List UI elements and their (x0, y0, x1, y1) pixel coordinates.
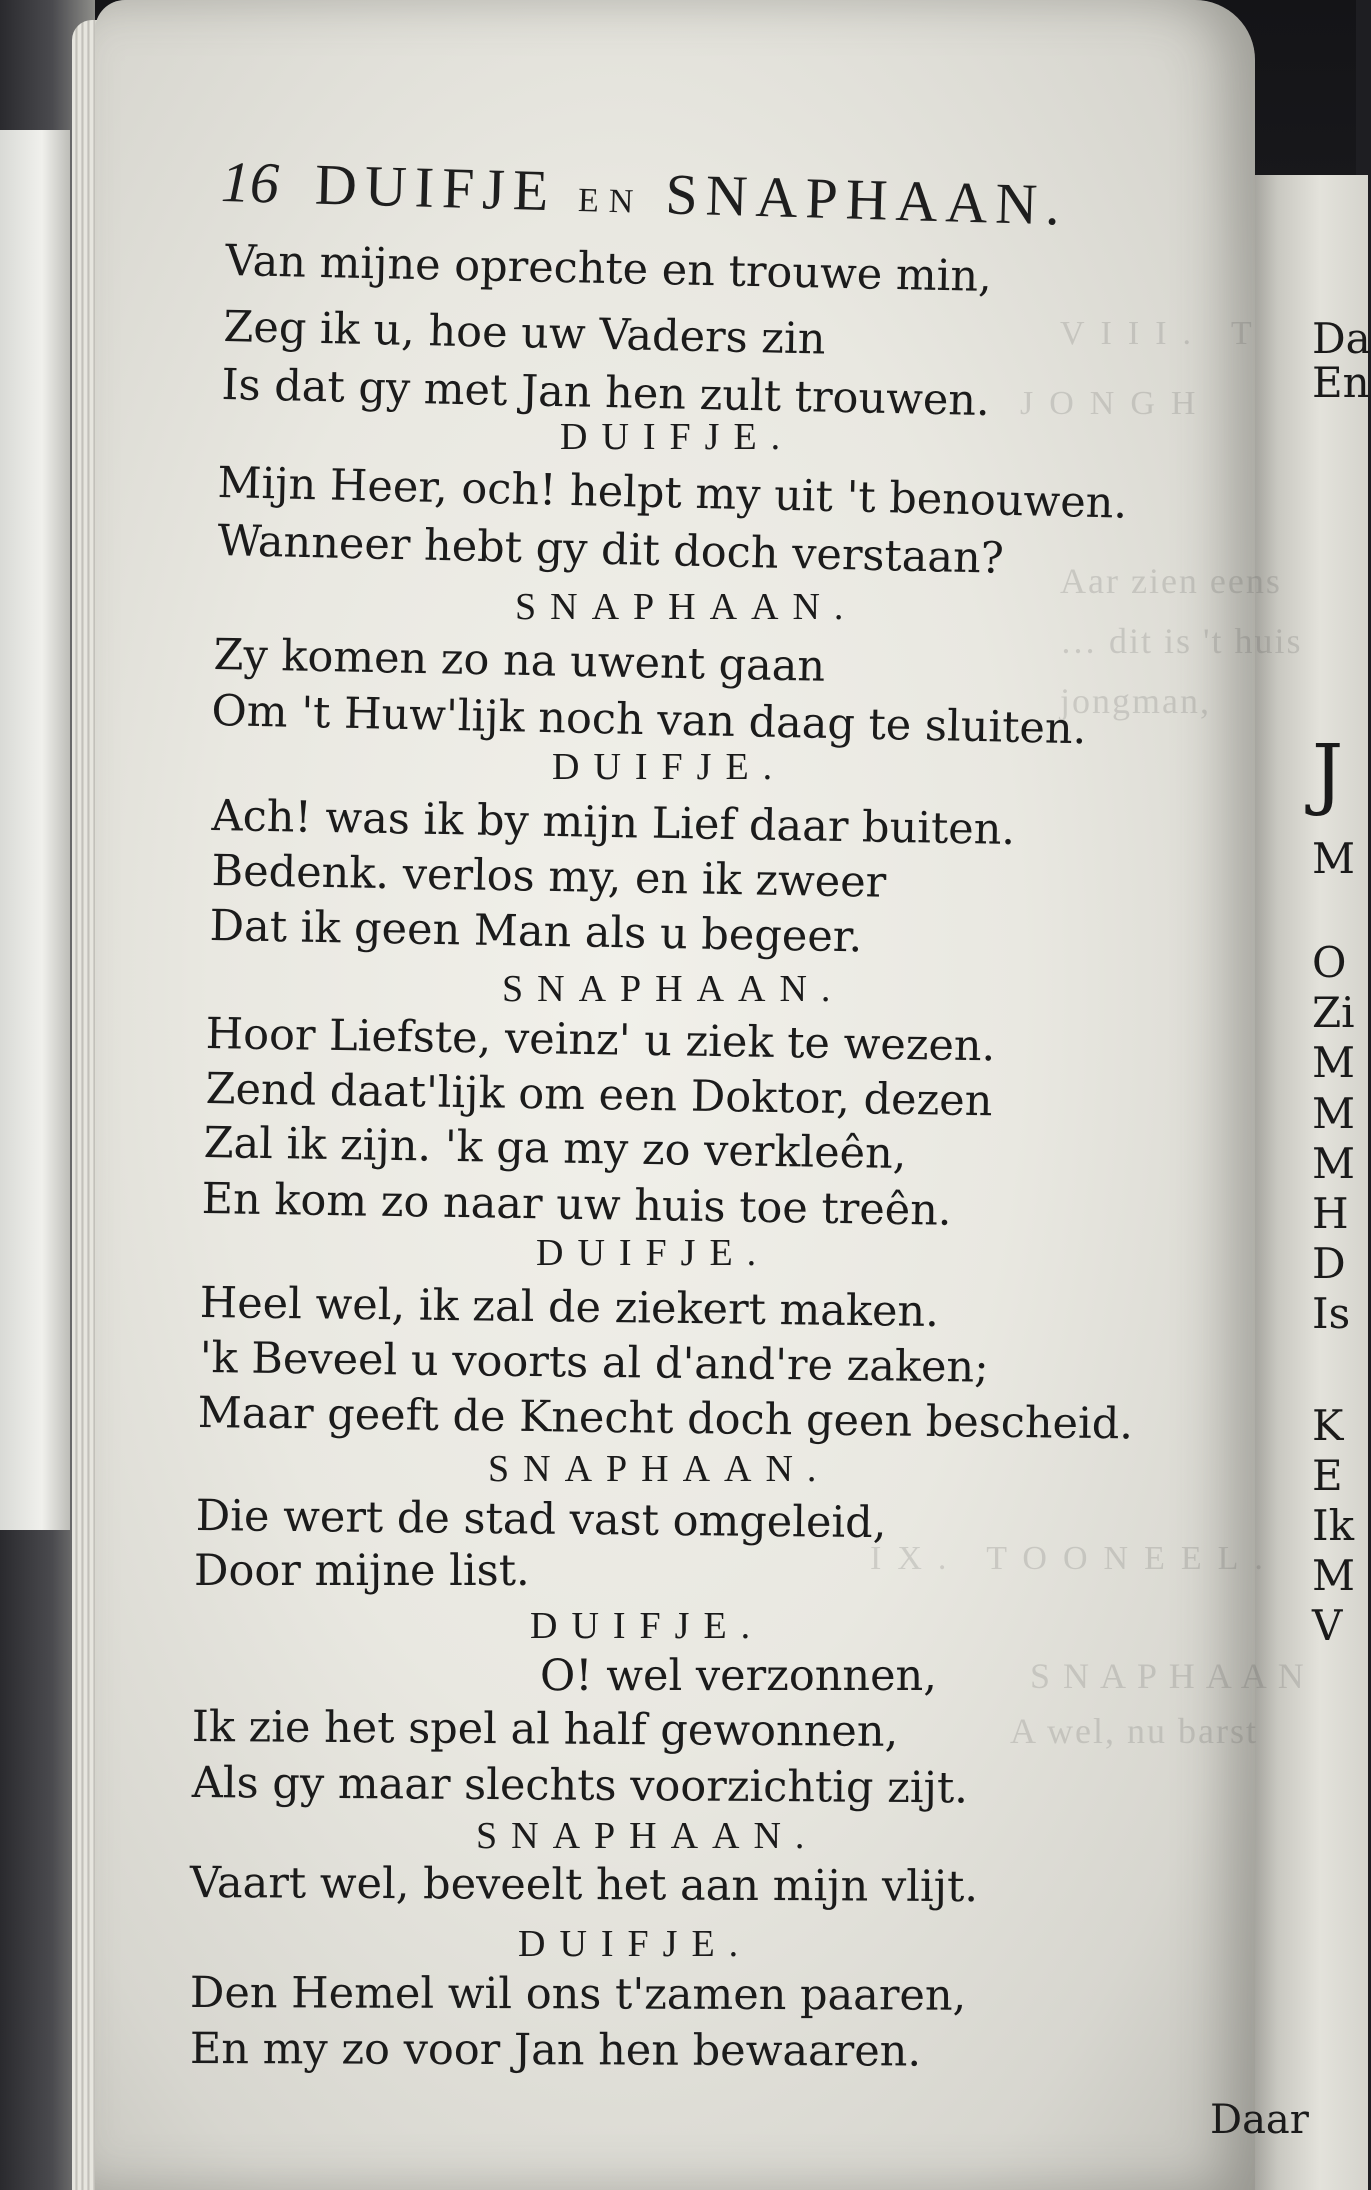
verse-line: Die wert de stad vast omgeleid, (195, 1491, 887, 1549)
show-through: Aar zien eens (1060, 561, 1282, 601)
loose-sheet (0, 130, 70, 1530)
verse-line: Heel wel, ik zal de ziekert maken. (199, 1278, 940, 1338)
running-head-title-mid: EN (577, 181, 644, 221)
speaker-name: DUIFJE. (518, 1923, 753, 1965)
facing-fragment: Da (1312, 314, 1371, 363)
verse-line: Maar geeft de Knecht doch geen bescheid. (197, 1388, 1134, 1450)
facing-fragment: J (1312, 729, 1344, 819)
verse-line: Den Hemel wil ons t'zamen paaren, (189, 1968, 967, 2021)
verse-line: En my zo voor Jan hen bewaaren. (189, 2024, 922, 2077)
facing-fragment: En (1312, 358, 1370, 407)
show-through: VIII. T (1060, 315, 1268, 352)
facing-fragment: M (1312, 1139, 1356, 1188)
running-head-title-right: SNAPHAAN. (664, 161, 1069, 238)
show-through: JONGH (1020, 385, 1212, 422)
verse-line: Zy komen zo na uwent gaan (213, 630, 826, 692)
show-through: … dit is 't huis (1060, 621, 1303, 661)
speaker-name: DUIFJE. (560, 416, 795, 458)
facing-fragment: M (1312, 1089, 1356, 1138)
verse-line: Bedenk. verlos my, en ik zweer (211, 846, 887, 908)
facing-fragment: M (1312, 1038, 1356, 1087)
speaker-name: DUIFJE. (552, 746, 787, 788)
facing-fragment: M (1312, 1551, 1356, 1600)
verse-line: O! wel verzonnen, (540, 1651, 937, 1701)
speaker-name: DUIFJE. (530, 1605, 765, 1647)
verse-line: Dat ik geen Man als u begeer. (209, 901, 863, 963)
verse-line: Van mijne oprechte en trouwe min, (225, 236, 993, 303)
verse-line: Wanneer hebt gy dit doch verstaan? (216, 516, 1005, 584)
verse-line: 'k Beveel u voorts al d'and're zaken; (199, 1333, 989, 1393)
facing-fragment: Ik (1312, 1501, 1355, 1550)
verse-line: Door mijne list. (194, 1546, 530, 1596)
verse-line: Als gy maar slechts voorzichtig zijt. (191, 1758, 969, 1814)
verse-line: Zeg ik u, hoe uw Vaders zin (223, 302, 826, 365)
running-head-title-left: DUIFJE (314, 151, 558, 224)
speaker-name: SNAPHAAN. (488, 1448, 831, 1490)
show-through: S N A P H A A N (1030, 1656, 1306, 1696)
facing-fragment: D (1312, 1239, 1346, 1288)
catchword: Daar (1210, 2097, 1309, 2143)
facing-fragment: Is (1312, 1289, 1351, 1338)
verse-line: Mijn Heer, och! helpt my uit 't benouwen. (216, 458, 1128, 529)
verse-line: Is dat gy met Jan hen zult trouwen. (221, 360, 991, 427)
verse-line: Ach! was ik by mijn Lief daar buiten. (211, 791, 1016, 856)
facing-fragment: H (1312, 1189, 1349, 1238)
verse-line: Vaart wel, beveelt het aan mijn vlijt. (189, 1858, 979, 1913)
show-through: A wel, nu barst (1010, 1711, 1258, 1751)
facing-fragment: K (1312, 1401, 1344, 1450)
speaker-name: SNAPHAAN. (515, 586, 858, 628)
verse-line: En kom zo naar uw huis toe treên. (201, 1174, 952, 1236)
facing-fragment: V (1312, 1601, 1343, 1650)
speaker-name: SNAPHAAN. (502, 968, 845, 1010)
verse-line: Ik zie het spel al half gewonnen, (191, 1702, 899, 1757)
show-through: jongman, (1060, 681, 1211, 721)
show-through: IX. TOONEEL. (870, 1540, 1279, 1577)
speaker-name: DUIFJE. (536, 1232, 771, 1274)
verse-line: Om 't Huw'lijk noch van daag te sluiten. (211, 686, 1087, 755)
facing-fragment: Zi (1312, 988, 1355, 1037)
facing-fragment: M (1312, 834, 1356, 883)
facing-fragment: O (1312, 938, 1347, 987)
verse-line: Zend daat'lijk om een Doktor, dezen (205, 1064, 993, 1127)
verse-line: Hoor Liefste, veinz' u ziek te wezen. (205, 1009, 996, 1072)
verse-line: Zal ik zijn. 'k ga my zo verkleên, (203, 1118, 907, 1180)
speaker-name: SNAPHAAN. (476, 1815, 819, 1857)
facing-fragment: E (1312, 1451, 1343, 1500)
page-number: 16 (220, 148, 280, 216)
